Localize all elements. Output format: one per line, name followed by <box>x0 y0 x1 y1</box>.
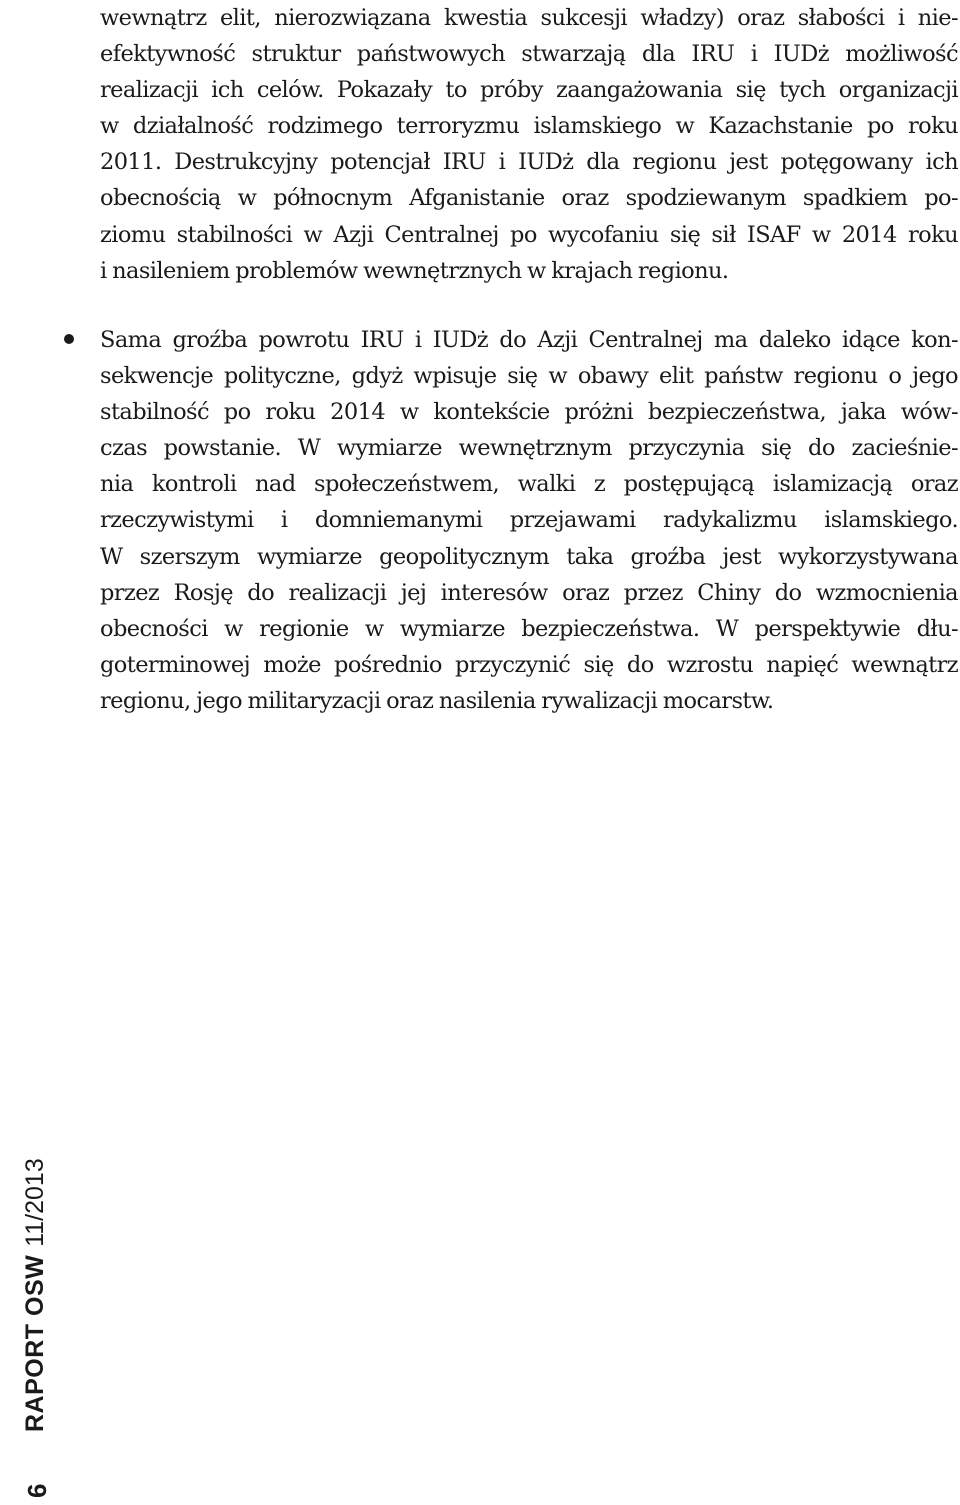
text-line: efektywność struktur państwowych stwarzają dla IRU i IUDż możliwość <box>100 41 958 68</box>
text-line: regionu, jego militaryzacji oraz nasilenia rywalizacji mocarstw. <box>100 687 774 714</box>
text-line: rzeczywistymi i domniemanymi przejawami radykalizmu islamskiego. <box>100 507 958 534</box>
publication-label <box>0 1158 49 1432</box>
text-line: 2011. Destrukcyjny potencjał IRU i IUDż dla regionu jest potęgowany ich <box>100 149 958 176</box>
text-line: wewnątrz elit, nierozwiązana kwestia sukcesji władzy) oraz słabości i nie- <box>100 5 958 31</box>
page-number-wrapper <box>2 1468 52 1498</box>
bullet-point-icon <box>64 334 74 344</box>
text-line: obecności w regionie w wymiarze bezpieczeństwa. W perspektywie dłu- <box>100 615 958 642</box>
text-line: realizacji ich celów. Pokazały to próby zaangażowania się tych organizacji <box>100 77 958 104</box>
bullet-paragraph <box>100 322 958 719</box>
text-line: w działalność rodzimego terroryzmu islamskiego w Kazachstanie po roku <box>100 113 958 140</box>
text-line: Sama groźba powrotu IRU i IUDż do Azji Centralnej ma daleko idące kon- <box>100 327 958 353</box>
text-line: czas powstanie. W wymiarze wewnętrznym przyczynia się do zacieśnie- <box>100 435 958 462</box>
text-line: przez Rosję do realizacji jej interesów oraz przez Chiny do wzmocnienia <box>100 579 958 606</box>
text-line: goterminowej może pośrednio przyczynić się do wzrostu napięć wewnątrz <box>100 651 958 678</box>
publication-issue: 11/2013 <box>21 1158 49 1247</box>
text-line: ziomu stabilności w Azji Centralnej po wycofaniu się sił ISAF w 2014 roku <box>100 221 958 248</box>
text-line: obecnością w północnym Afganistanie oraz spodziewanym spadkiem po- <box>100 185 958 212</box>
publication-name: RAPORT OSW <box>21 1254 49 1432</box>
paragraph-continued <box>100 0 958 289</box>
text-line: W szerszym wymiarze geopolitycznym taka groźba jest wykorzystywana <box>100 543 958 570</box>
page-number: 6 <box>22 1483 52 1498</box>
text-line: sekwencje polityczne, gdyż wpisuje się w obawy elit państw regionu o jego <box>100 363 958 390</box>
text-line: i nasileniem problemów wewnętrznych w krajach regionu. <box>100 257 729 284</box>
text-line: nia kontroli nad społeczeństwem, walki z postępującą islamizacją oraz <box>100 471 958 498</box>
text-line: stabilność po roku 2014 w kontekście próżni bezpieczeństwa, jaka wów- <box>100 399 958 426</box>
